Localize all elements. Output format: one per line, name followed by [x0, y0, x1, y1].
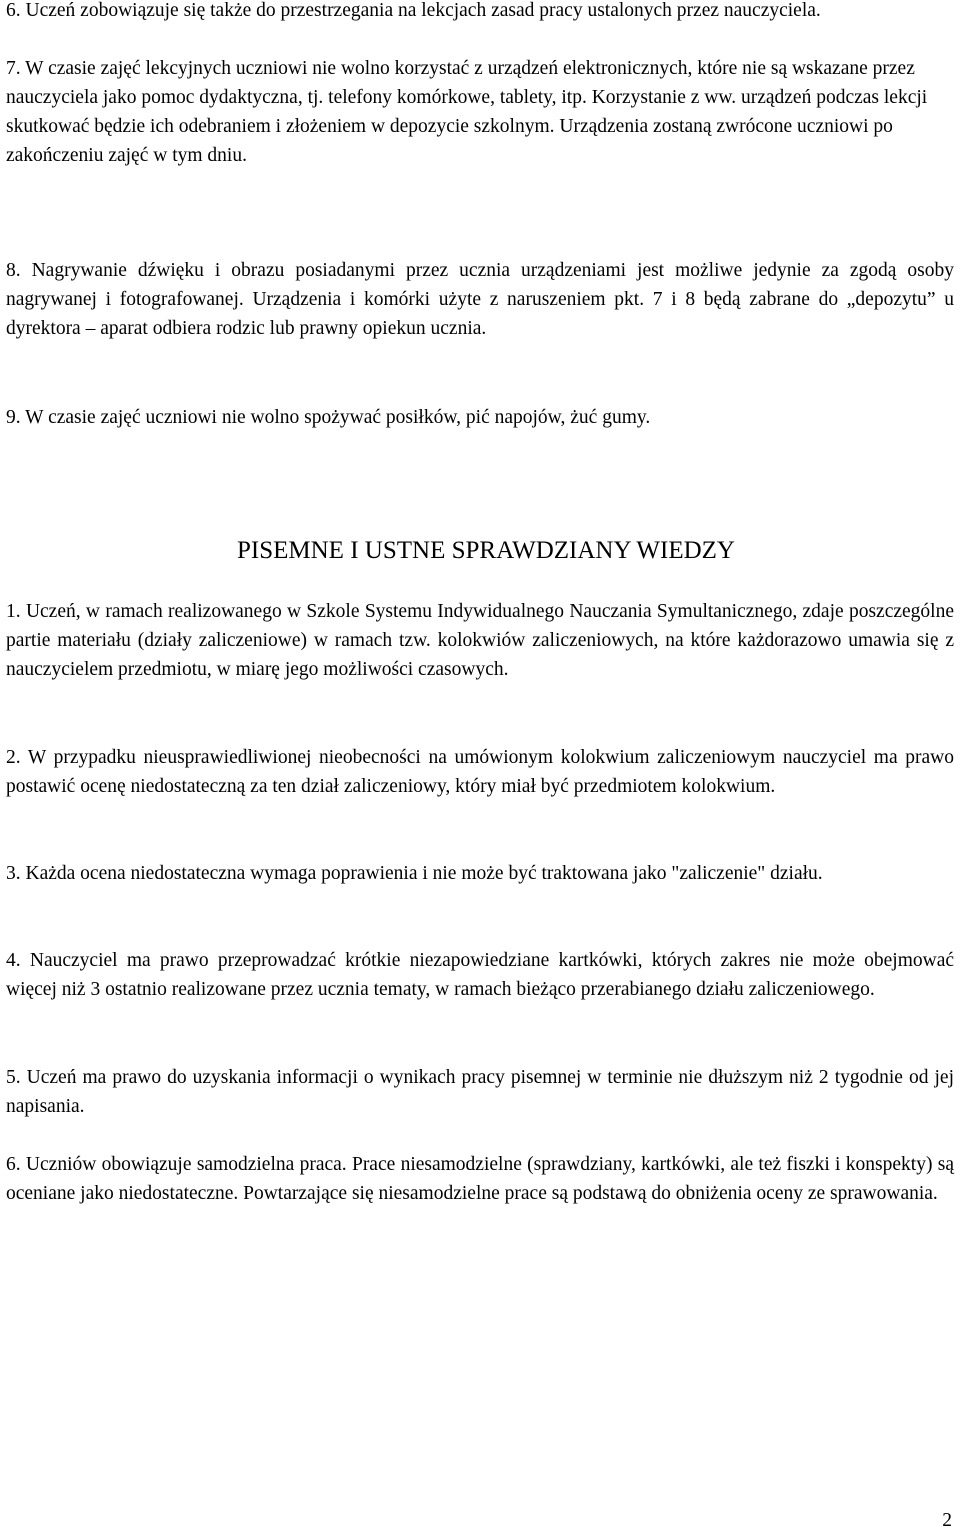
section-item-6: 6. Uczniów obowiązuje samodzielna praca. Prace niesamodzielne (sprawdziany, kartkówki, ale też fiszki i konspekty) są oceniane jako niedostateczne. Powtarzające się niesamodzielne prace są podstawą do obniżenia oceny ze sprawowania.: [6, 1154, 954, 1204]
rule-6: 6. Uczeń zobowiązuje się także do przestrzegania na lekcjach zasad pracy ustalonych przez nauczyciela.: [6, 0, 821, 21]
rule-8: 8. Nagrywanie dźwięku i obrazu posiadanymi przez ucznia urządzeniami jest możliwe jedynie za zgodą osoby nagrywanej i fotografowanej. Urządzenia i komórki użyte z naruszeniem pkt. 7 i 8 będą zabrane do „depozytu” u dyrektora – aparat odbiera rodzic lub prawny opiekun ucznia.: [6, 260, 954, 339]
section-item-5: 5. Uczeń ma prawo do uzyskania informacji o wynikach pracy pisemnej w terminie nie dłuższym niż 2 tygodnie od jej napisania.: [6, 1067, 954, 1117]
section-item-2: 2. W przypadku nieusprawiedliwionej nieobecności na umówionym kolokwium zaliczeniowym nauczyciel ma prawo postawić ocenę niedostateczną za ten dział zaliczeniowy, który miał być przedmiotem kolokwium.: [6, 747, 954, 797]
rule-7: 7. W czasie zajęć lekcyjnych uczniowi nie wolno korzystać z urządzeń elektronicznych, które nie są wskazane przez nauczyciela jako pomoc dydaktyczna, tj. telefony komórkowe, tablety, itp. Korzystanie z ww. urządzeń podczas lekcji skutkować będzie ich odebraniem i złożeniem w depozycie szkolnym. Urządzenia zostaną zwrócone uczniowi po zakończeniu zajęć w tym dniu.: [6, 58, 928, 166]
section-item-3: 3. Każda ocena niedostateczna wymaga poprawienia i nie może być traktowana jako "zaliczenie" działu.: [6, 863, 823, 884]
section-item-1: 1. Uczeń, w ramach realizowanego w Szkole Systemu Indywidualnego Nauczania Symultanicznego, zdaje poszczególne partie materiału (działy zaliczeniowe) w ramach tzw. kolokwiów zaliczeniowych, na które każdorazowo umawia się z nauczycielem przedmiotu, w miarę jego możliwości czasowych.: [6, 601, 954, 680]
section-heading: PISEMNE I USTNE SPRAWDZIANY WIEDZY: [237, 537, 735, 564]
section-item-4: 4. Nauczyciel ma prawo przeprowadzać krótkie niezapowiedziane kartkówki, których zakres nie może obejmować więcej niż 3 ostatnio realizowane przez ucznia tematy, w ramach bieżąco przerabianego działu zaliczeniowego.: [6, 950, 954, 1000]
page-number: 2: [942, 1510, 952, 1531]
rule-9: 9. W czasie zajęć uczniowi nie wolno spożywać posiłków, pić napojów, żuć gumy.: [6, 407, 651, 428]
